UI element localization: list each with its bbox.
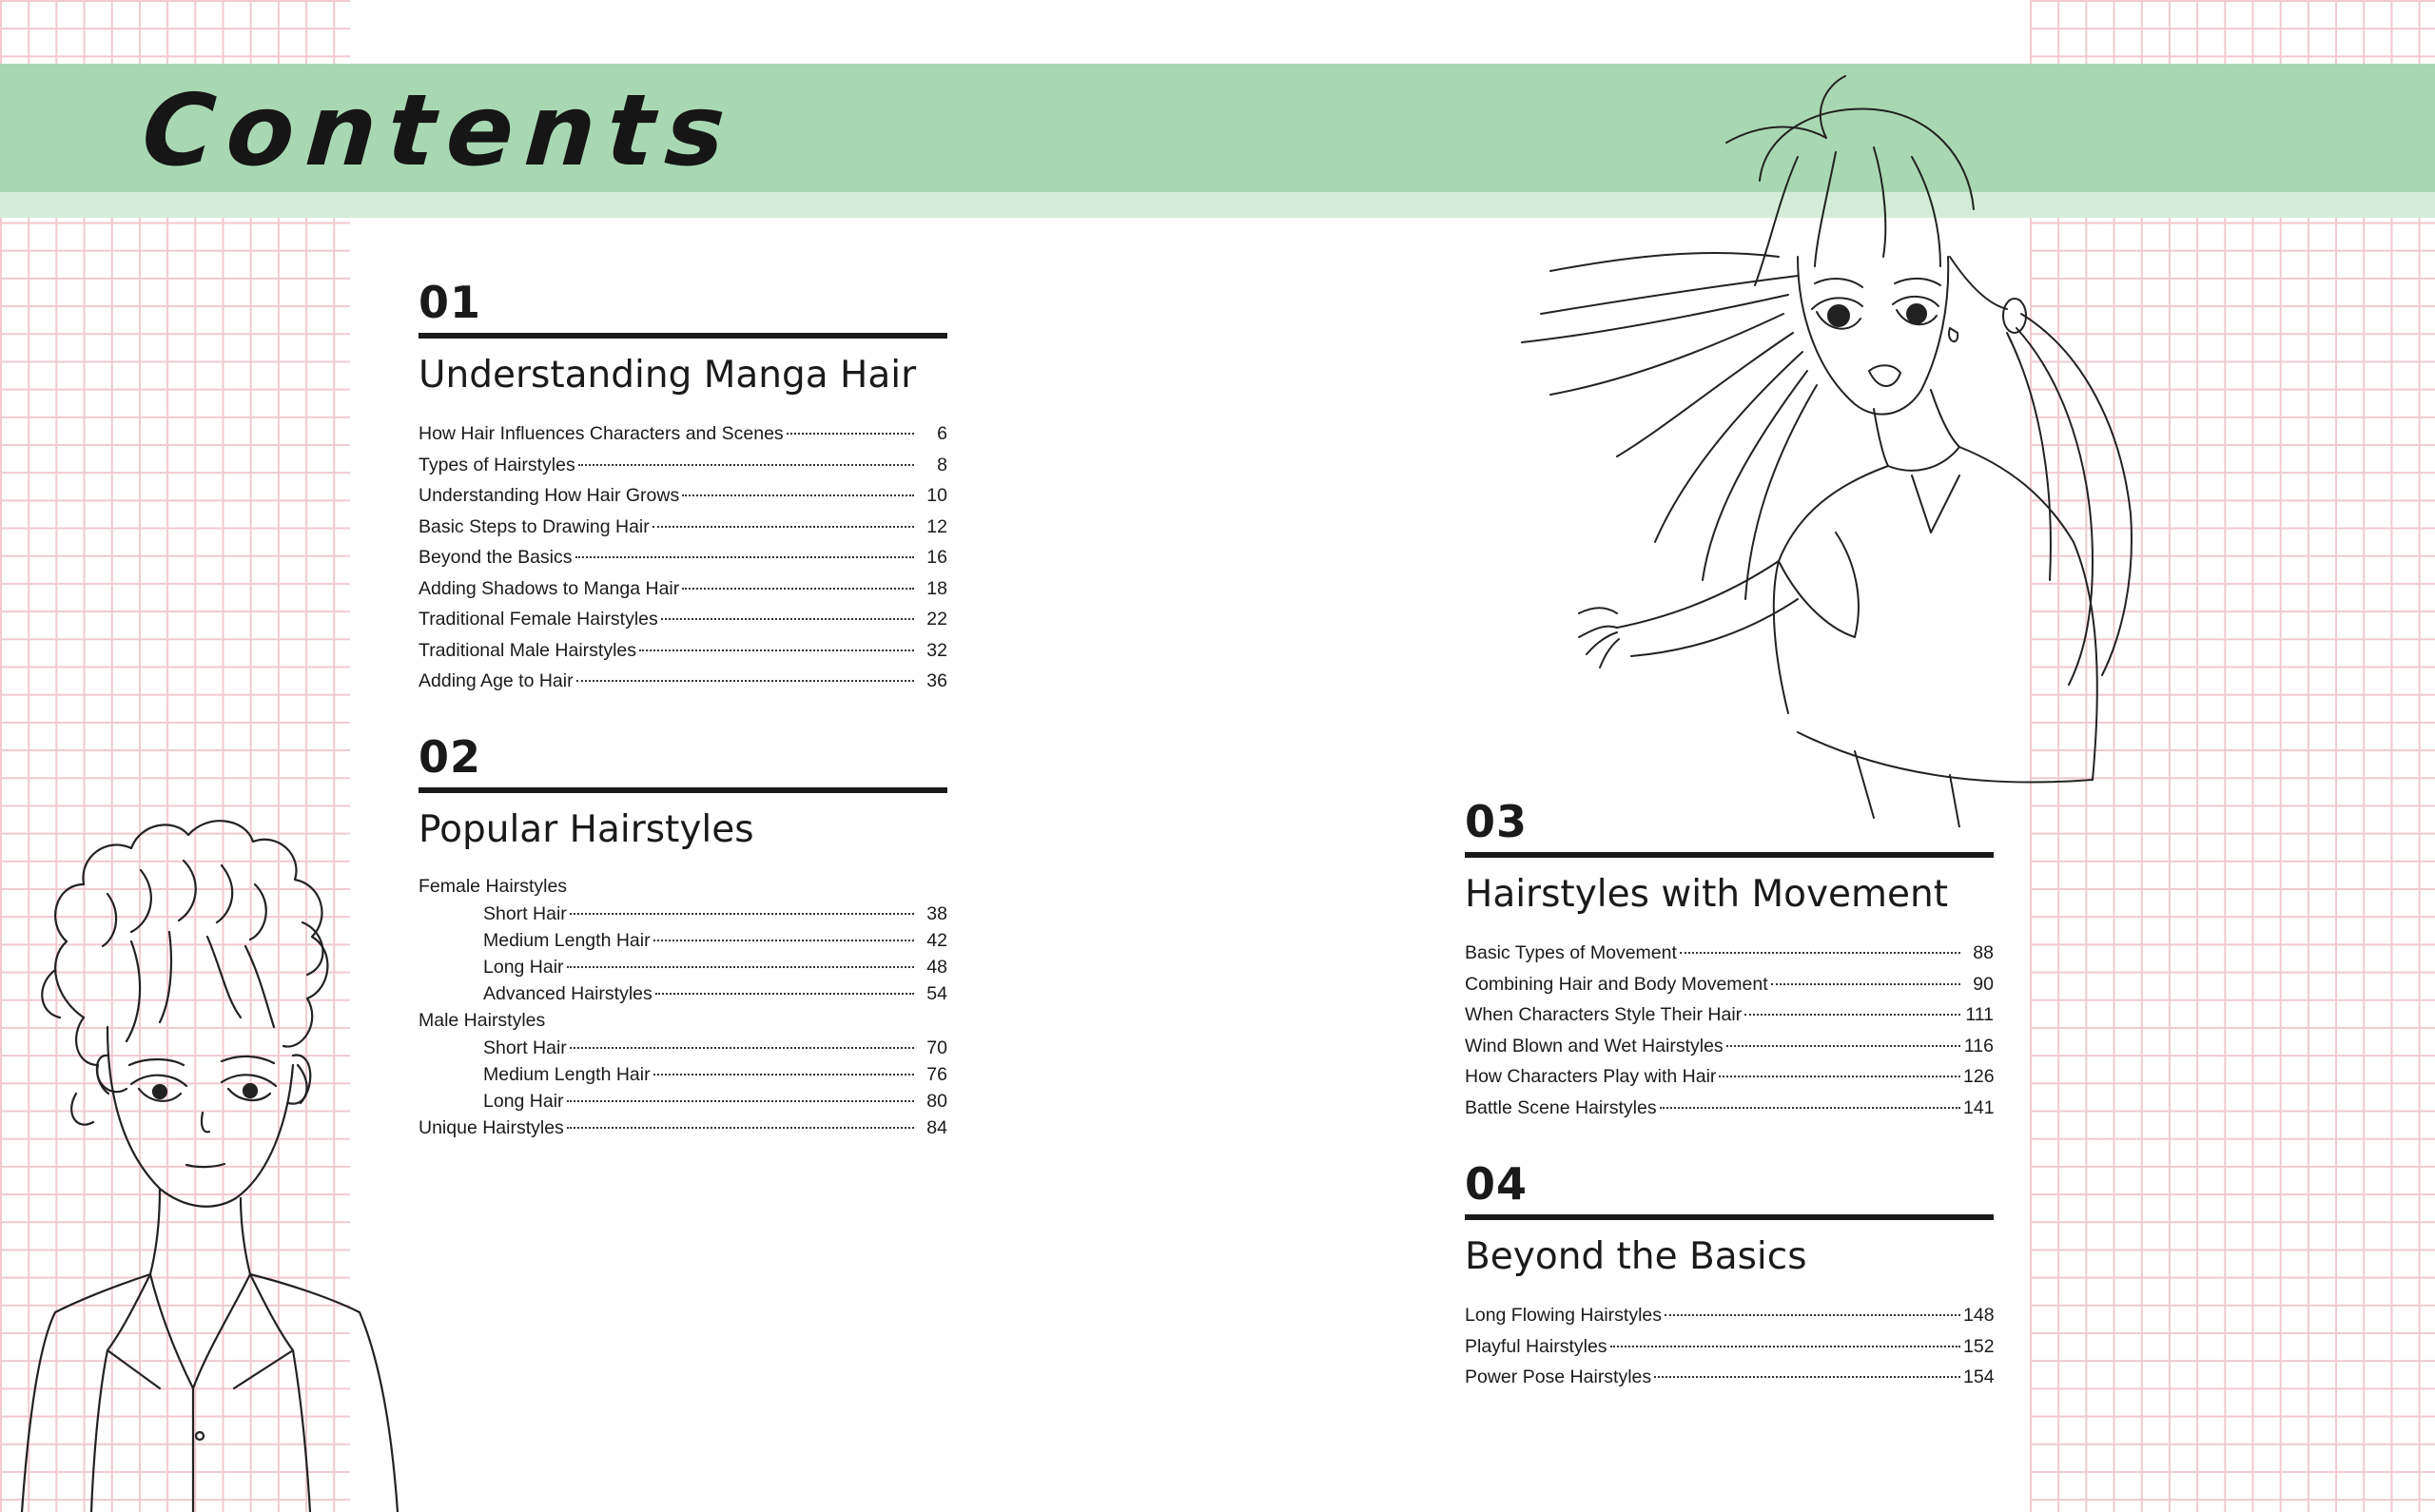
dot-leader [661,618,914,620]
dot-leader [653,1074,914,1076]
toc-entry-label: Medium Length Hair [483,930,651,951]
toc-list [1465,938,1994,1123]
toc-entry-label: Traditional Female Hairstyles [419,609,658,630]
toc-entry[interactable] [419,635,947,667]
dot-leader [655,993,914,995]
toc-entry[interactable] [419,418,947,450]
toc-entry-page: 148 [1963,1305,1995,1326]
toc-entry[interactable] [419,542,947,573]
dot-leader [1771,983,1960,985]
dot-leader [787,433,914,435]
toc-entry-page: 12 [926,515,947,537]
toc-entry-label: Battle Scene Hairstyles [1465,1096,1657,1118]
toc-entry[interactable] [419,1035,947,1061]
section-title: Hairstyles with Movement [1465,873,1949,916]
toc-entry-page: 141 [1963,1096,1995,1118]
dot-leader [576,680,914,682]
toc-entry-label: Wind Blown and Wet Hairstyles [1465,1035,1724,1056]
toc-entry-page: 126 [1963,1066,1995,1087]
section-number: 01 [419,277,482,328]
toc-list [1465,1300,1994,1393]
toc-entry-label: Long Hair [483,1091,564,1112]
toc-entry-page: 10 [926,485,947,506]
section-rule [1465,1214,1994,1220]
toc-entry-page: 54 [926,983,947,1004]
toc-entry[interactable] [1465,1300,1994,1331]
section-title: Beyond the Basics [1465,1235,1807,1278]
toc-entry-label: Medium Length Hair [483,1064,651,1085]
toc-entry-label: How Hair Influences Characters and Scenes [419,423,784,444]
toc-entry[interactable] [419,1115,947,1141]
toc-entry-label: Short Hair [483,903,567,924]
dot-leader [567,1127,914,1129]
section-number: 04 [1465,1158,1529,1210]
dot-leader [639,649,914,651]
dot-leader [682,588,914,590]
toc-entry-page: 36 [926,670,947,691]
toc-group-heading: Female Hairstyles [419,876,568,897]
toc-entry[interactable] [1465,938,1994,969]
toc-list [419,873,947,1141]
manga-boy-illustration [17,780,426,1512]
dot-leader [1719,1076,1960,1077]
dot-leader [575,556,914,558]
toc-entry-label: Unique Hairstyles [419,1117,564,1138]
dot-leader [567,966,914,968]
section-title: Popular Hairstyles [419,808,754,851]
dot-leader [1610,1346,1960,1347]
section-rule [419,787,947,793]
toc-entry-page: 16 [926,547,947,568]
dot-leader [1744,1014,1960,1016]
dot-leader [578,464,914,466]
dot-leader [1680,952,1960,954]
toc-entry-page: 80 [926,1091,947,1112]
toc-entry[interactable] [419,954,947,980]
toc-entry[interactable] [419,1088,947,1115]
dot-leader [1654,1376,1960,1378]
toc-entry-page: 76 [926,1064,947,1085]
toc-entry[interactable] [419,1061,947,1088]
toc-entry[interactable] [1465,969,1994,1000]
section-03 [1465,795,1994,1123]
toc-entry-page: 22 [926,609,947,630]
dot-leader [682,494,914,496]
toc-entry-label: Basic Steps to Drawing Hair [419,515,650,537]
toc-entry[interactable] [1465,1031,1994,1062]
toc-entry[interactable] [419,666,947,697]
toc-entry[interactable] [419,604,947,635]
toc-entry-page: 88 [1973,942,1994,963]
toc-entry-label: Advanced Hairstyles [483,983,653,1004]
toc-entry-label: Adding Shadows to Manga Hair [419,577,680,599]
dot-leader [567,1100,914,1102]
section-number: 03 [1465,796,1529,847]
toc-entry-page: 70 [926,1037,947,1058]
toc-entry-page: 32 [926,639,947,661]
dot-leader [570,1047,914,1049]
toc-entry-label: How Characters Play with Hair [1465,1066,1717,1087]
toc-entry-page: 116 [1963,1035,1994,1056]
toc-entry[interactable] [419,980,947,1007]
dot-leader [1726,1045,1960,1047]
toc-entry[interactable] [419,927,947,954]
toc-entry-label: Long Hair [483,957,564,978]
toc-entry-label: When Characters Style Their Hair [1465,1004,1743,1025]
dot-leader [653,526,914,528]
toc-entry-label: Traditional Male Hairstyles [419,639,637,661]
toc-entry[interactable] [419,450,947,481]
toc-entry-page: 90 [1973,973,1994,995]
toc-entry-label: Short Hair [483,1037,567,1058]
section-rule [1465,852,1994,858]
section-02 [419,730,947,1141]
toc-entry-label: Understanding How Hair Grows [419,485,680,506]
toc-entry-page: 152 [1963,1335,1995,1357]
section-title: Understanding Manga Hair [419,354,917,397]
section-number: 02 [419,731,482,783]
toc-entry[interactable] [419,480,947,512]
toc-entry[interactable] [419,573,947,605]
toc-entry[interactable] [1465,1061,1994,1093]
toc-entry-page: 18 [926,577,947,599]
toc-entry[interactable] [1465,999,1994,1031]
dot-leader [1665,1314,1960,1316]
section-04 [1465,1157,1994,1393]
toc-entry[interactable] [1465,1362,1994,1393]
section-rule [419,333,947,339]
toc-entry-label: Playful Hairstyles [1465,1335,1607,1357]
toc-entry-page: 84 [926,1117,947,1138]
toc-group-heading: Male Hairstyles [419,1010,546,1031]
dot-leader [1660,1107,1960,1109]
toc-entry-label: Combining Hair and Body Movement [1465,973,1768,995]
toc-entry-label: Long Flowing Hairstyles [1465,1305,1663,1326]
dot-leader [570,913,914,915]
manga-girl-illustration [1512,67,2178,827]
toc-entry[interactable] [419,901,947,927]
toc-entry-page: 38 [926,903,947,924]
toc-entry-page: 111 [1965,1004,1994,1025]
toc-entry-label: Power Pose Hairstyles [1465,1367,1652,1387]
toc-entry-page: 6 [937,423,947,444]
toc-entry[interactable] [1465,1093,1994,1124]
section-01 [419,276,947,697]
dot-leader [653,940,914,941]
toc-entry-page: 8 [937,454,947,475]
toc-entry-label: Basic Types of Movement [1465,942,1677,963]
toc-entry-page: 42 [926,930,947,951]
toc-entry-page: 154 [1963,1367,1995,1387]
toc-list [419,418,947,697]
page-title: Contents [138,72,740,188]
toc-entry-label: Beyond the Basics [419,547,573,568]
toc-entry-label: Types of Hairstyles [419,454,575,475]
toc-entry-page: 48 [926,957,947,978]
toc-entry-label: Adding Age to Hair [419,670,574,691]
toc-entry[interactable] [419,512,947,543]
toc-entry[interactable] [1465,1331,1994,1363]
